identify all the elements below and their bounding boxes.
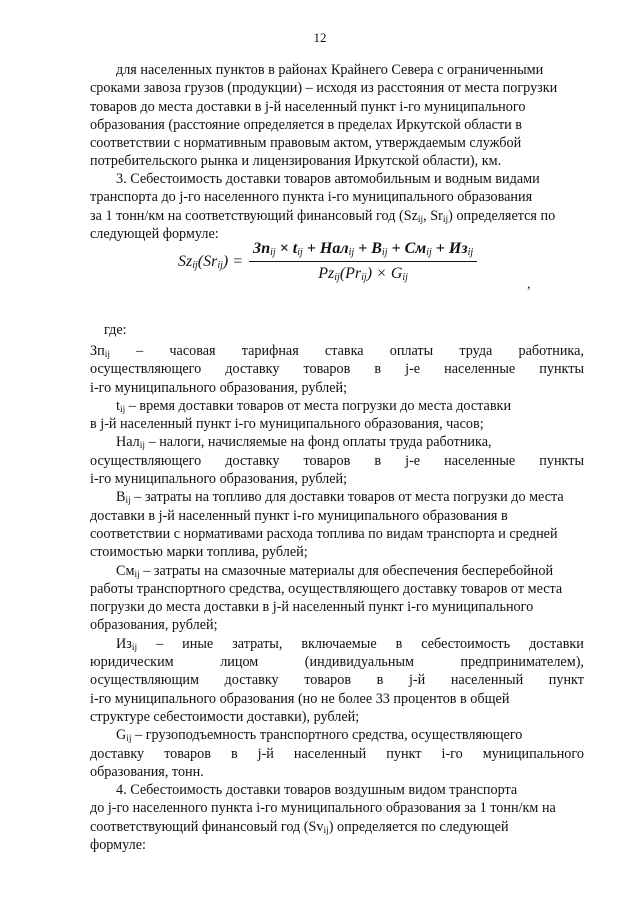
def-zp-term: $Зп_{ij}$ xyxy=(90,343,110,360)
item-3-sr-sub: ij xyxy=(442,214,449,225)
intro-line-6: потребительского рынка и лицензирования Иркутской области), км. xyxy=(90,153,502,170)
def-iz-line-2: юридическим лицом (индивидуальным предпринимателем), xyxy=(90,654,584,671)
definitions-block xyxy=(90,342,584,854)
intro-line-2: сроками завоза грузов (продукции) – исходя из расстояния от места погрузки xyxy=(90,80,558,97)
intro-line-5: соответствии с нормативным правовым актом, утверждаемым службой xyxy=(90,135,522,152)
def-sm-term: См xyxy=(116,562,135,579)
def-b-line-2: доставки в j-й населенный пункт i-го муниципального образования в xyxy=(90,507,508,524)
def-nal-line-2: осуществляющего доставку товаров в j-е населенные пункты xyxy=(90,452,584,469)
def-t-line-2: в j-й населенный пункт i-го муниципального образования, часов; xyxy=(90,416,484,433)
def-b-line-4: стоимостью марки топлива, рублей; xyxy=(90,544,308,561)
item-3-paragraph xyxy=(90,170,584,243)
def-zp-line-2: осуществляющего доставку товаров в j-е населенные пункты xyxy=(90,361,584,378)
intro-line-1: для населенных пунктов в районах Крайнего Севера с ограниченными xyxy=(116,62,544,78)
def-g-line-1: $G_{ij}$ – грузоподъемность транспортного средства, осуществляющего xyxy=(116,727,523,745)
item-4-line-2: до j-го населенного пункта i-го муниципального образования за 1 тонн/км на xyxy=(90,800,556,817)
item-3-line-3-after: ) определяется по xyxy=(448,207,556,224)
formula-fraction xyxy=(249,240,477,283)
def-t-line-1: $t_{ij}$ – время доставки товаров от места погрузки до места доставки xyxy=(116,397,512,415)
def-b-line-1: $B_{ij}$ – затраты на топливо для доставки товаров от места погрузки до места xyxy=(116,489,564,507)
def-iz-line-1: $Из_{ij}$ – иные затраты, включаемые в себестоимость доставки xyxy=(116,635,584,653)
def-sm-line-4: образования, рублей; xyxy=(90,617,218,634)
def-b-line-3: соответствии с нормативами расхода топлива по видам транспорта и средней xyxy=(90,525,558,542)
def-sm-line-1: $См_{ij}$ – затраты на смазочные материалы для обеспечения бесперебойной xyxy=(116,562,554,580)
formula-denominator: $Pz_{ij}(Pr_{ij}) \times G_{ij}$ xyxy=(318,265,408,283)
intro-line-4: образования (расстояние определяется в пределах Иркутской области в xyxy=(90,116,522,133)
item-3-line-4: следующей формуле: xyxy=(90,225,219,242)
item-3-sz-sub: ij xyxy=(417,214,424,225)
def-nal-line-1: Нал$_{ij}$ – налоги, начисляемые на фонд оплаты труда работника, xyxy=(116,434,492,452)
def-t-term: t xyxy=(116,397,120,414)
formula-comma: , xyxy=(527,277,531,292)
item-3-line-2: транспорта до j-го населенного пункта i-го муниципального образования xyxy=(90,189,533,206)
formula-lhs: $Sz_{ij}(Sr_{ij})$ = xyxy=(178,252,244,271)
intro-line-3: товаров до места доставки в j-й населенный пункт i-го муниципального xyxy=(90,98,526,115)
def-iz-line-4: i-го муниципального образования (но не более 33 процентов в общей xyxy=(90,690,510,707)
item-4-line-1: 4. Себестоимость доставки товаров воздушным видом транспорта xyxy=(116,782,518,799)
def-g-line-3: образования, тонн. xyxy=(90,763,204,780)
item-3-line-3-before: за 1 тонн/км на соответствующий финансовый год (Sz xyxy=(90,207,418,224)
def-iz-line-5: структуре себестоимости доставки), рублей; xyxy=(90,708,360,725)
def-iz-line-3: осуществляющим доставку товаров в j-й населенный пункт xyxy=(90,672,584,689)
def-g-term: G xyxy=(116,727,127,744)
cost-formula xyxy=(178,240,477,283)
formula-numerator: $Зп_{ij} \times t_{ij} + Нал_{ij} + B_{ij} + См_{ij} + Из_{ij}$ xyxy=(249,240,477,262)
def-sm-line-2: работы транспортного средства, осуществляющего доставку товаров от места xyxy=(90,580,563,597)
where-label: где: xyxy=(104,322,127,338)
def-b-term: B xyxy=(116,489,126,506)
item-3-line-1: 3. Себестоимость доставки товаров автомобильным и водным видами xyxy=(116,171,540,187)
def-sm-line-3: погрузки до места доставки в j-й населенный пункт i-го муниципального xyxy=(90,599,534,616)
def-nal-term: Нал xyxy=(116,434,140,451)
item-4-line-3: соответствующий финансовый год $(Sv_{ij})$ определяется по следующей xyxy=(90,818,509,836)
page-number: 12 xyxy=(313,30,327,45)
intro-paragraph xyxy=(90,61,584,171)
item-4-line-4: формуле: xyxy=(90,837,146,854)
def-g-line-2: доставку товаров в j-й населенный пункт i-го муниципального xyxy=(90,745,584,762)
def-nal-line-3: i-го муниципального образования, рублей; xyxy=(90,471,348,488)
def-iz-term: $Из_{ij}$ xyxy=(116,635,138,653)
item-3-line-3 xyxy=(90,207,584,225)
def-zp-line-1: $Зп_{ij}$ – часовая тарифная ставка оплаты труда работника, xyxy=(90,343,584,360)
def-zp-line-3: i-го муниципального образования, рублей; xyxy=(90,379,348,396)
item-3-line-3-mid: , Sr xyxy=(423,207,443,224)
